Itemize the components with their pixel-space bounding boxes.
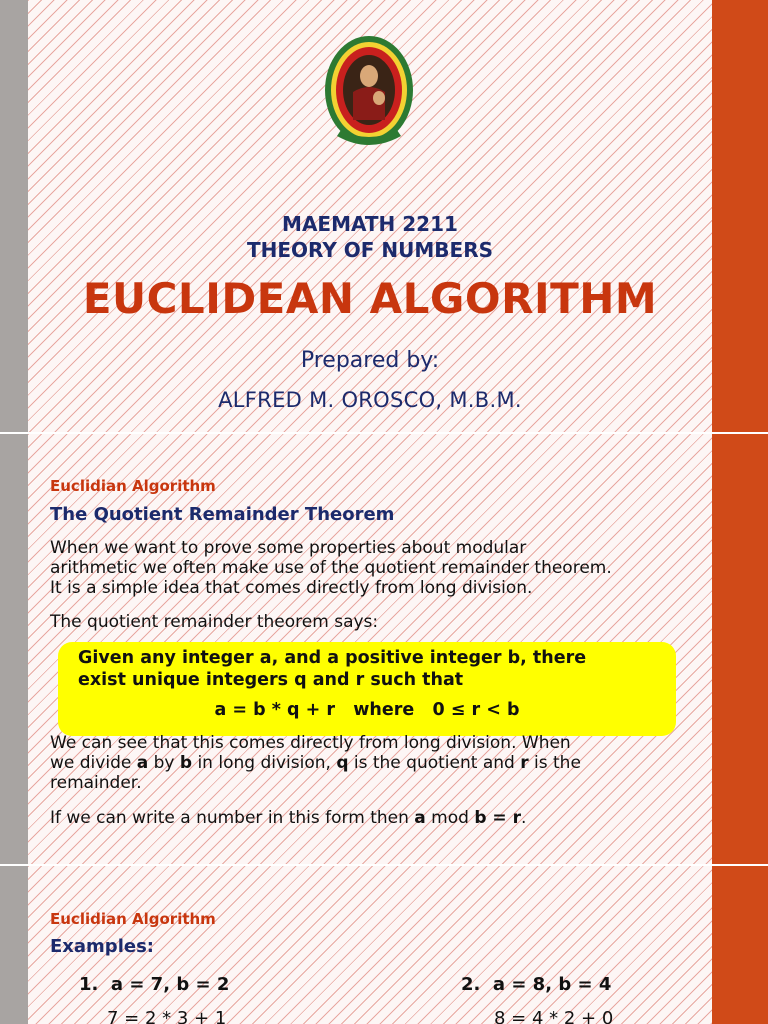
left-gray-bar [0,434,28,864]
paragraph-line: we divide a by b in long division, q is the quotient and r is the [50,753,581,773]
paragraph-line: remainder. [50,773,142,793]
presentation-title: EUCLIDEAN ALGORITHM [82,274,658,323]
example-2-work: 8 = 4 * 2 + 0 [494,1008,614,1024]
example-number: 1. [79,974,99,995]
explanation-paragraph [50,733,690,793]
prepared-by-label: Prepared by: [300,348,440,373]
example-number: 2. [461,974,481,995]
slide-heading: Examples: [50,936,154,957]
left-gray-bar [0,866,28,1024]
right-accent-bar [712,0,768,432]
conclusion-paragraph: If we can write a number in this form then a mod b = r. [50,808,527,828]
course-name: THEORY OF NUMBERS [246,238,493,262]
title-slide [0,0,768,432]
paragraph-line: We can see that this comes directly from long division. When [50,733,571,753]
paragraph-line: When we want to prove some properties about modular [50,538,527,558]
slide-heading: The Quotient Remainder Theorem [50,504,395,525]
theorem-statement-line: Given any integer a, and a positive integer b, there [78,648,587,668]
right-accent-bar [712,866,768,1024]
theorem-intro: The quotient remainder theorem says: [50,612,379,632]
university-seal-logo [323,32,415,152]
theorem-callout-box [58,642,676,736]
theorem-equation: a = b * q + r where 0 ≤ r < b [214,700,520,720]
theorem-statement-line: exist unique integers q and r such that [78,670,464,690]
course-code: MAEMATH 2211 [282,212,458,236]
author-name: ALFRED M. OROSCO, M.B.M. [218,388,522,412]
example-given: a = 8, b = 4 [492,974,612,995]
theorem-slide [0,434,768,864]
example-1 [79,974,229,995]
paragraph-line: It is a simple idea that comes directly from long division. [50,578,533,598]
section-tag: Euclidian Algorithm [50,910,216,928]
example-given: a = 7, b = 2 [110,974,230,995]
intro-paragraph [50,538,690,598]
right-accent-bar [712,434,768,864]
examples-slide [0,866,768,1024]
paragraph-line: arithmetic we often make use of the quotient remainder theorem. [50,558,612,578]
example-1-work: 7 = 2 * 3 + 1 [107,1008,227,1024]
section-tag: Euclidian Algorithm [50,477,216,495]
left-gray-bar [0,0,28,432]
example-2 [461,974,611,995]
